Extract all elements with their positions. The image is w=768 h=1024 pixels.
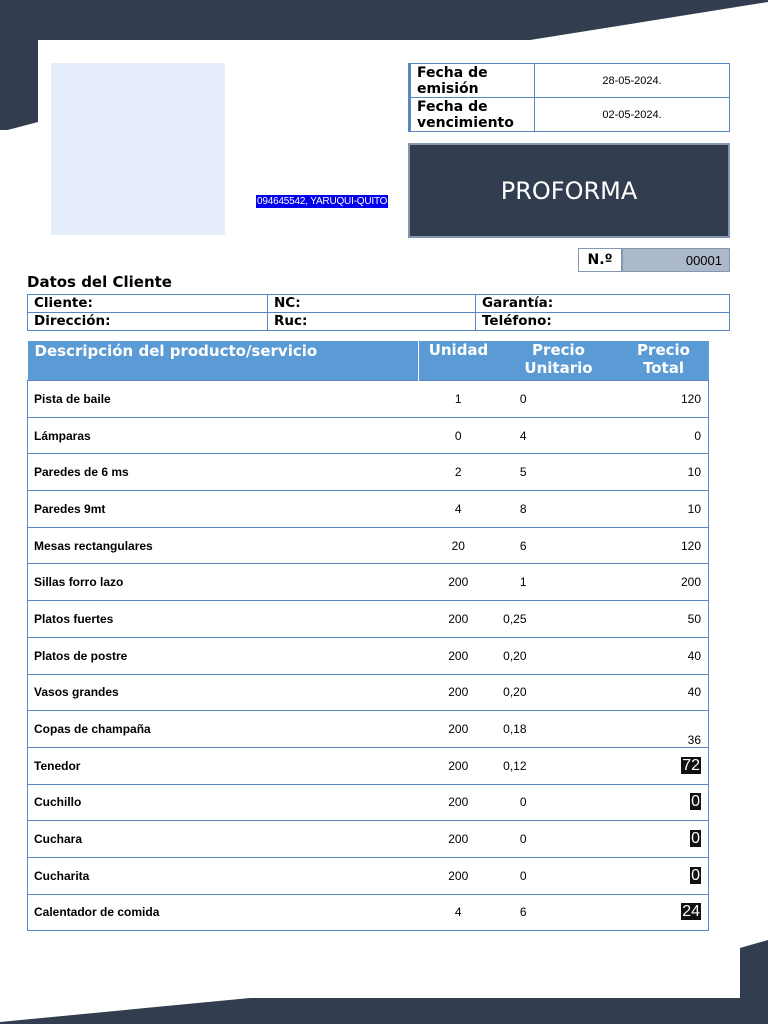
- item-unit-price: 0: [499, 821, 619, 858]
- item-unit-price: 0: [499, 381, 619, 418]
- item-unit-price: 1: [499, 564, 619, 601]
- item-total: [619, 821, 709, 858]
- item-total: 40: [619, 637, 709, 674]
- item-unit: 200: [418, 784, 499, 821]
- direccion-label: Dirección:: [28, 313, 268, 331]
- item-description: Paredes de 6 ms: [28, 454, 419, 491]
- ruc-label: Ruc:: [268, 313, 476, 331]
- item-description: Sillas forro lazo: [28, 564, 419, 601]
- table-row: [28, 821, 709, 858]
- item-description: Cuchara: [28, 821, 419, 858]
- table-row: [28, 637, 709, 674]
- col-header-unit-price: [499, 341, 619, 381]
- cliente-label: Cliente:: [28, 295, 268, 313]
- item-unit-price: 0: [499, 784, 619, 821]
- issue-date-value: 28-05-2024.: [535, 64, 730, 98]
- due-date-label: Fecha de vencimiento: [410, 98, 535, 132]
- item-total: [619, 894, 709, 931]
- item-description: Calentador de comida: [28, 894, 419, 931]
- table-row: [28, 784, 709, 821]
- number-label: N.º: [578, 248, 622, 272]
- contact-line[interactable]: 094645542, YARUQUI-QUITO: [257, 196, 388, 207]
- col-header-unit-price-2: Unitario: [524, 359, 593, 377]
- table-row: [28, 857, 709, 894]
- item-unit-price: 6: [499, 527, 619, 564]
- items-table: [27, 341, 709, 931]
- due-date-value: 02-05-2024.: [535, 98, 730, 132]
- item-unit: 4: [418, 894, 499, 931]
- document-title: PROFORMA: [408, 143, 730, 238]
- table-row: [28, 674, 709, 711]
- telefono-label: Teléfono:: [476, 313, 730, 331]
- item-unit: 200: [418, 564, 499, 601]
- client-table: [27, 294, 730, 331]
- item-unit-price: 0,25: [499, 601, 619, 638]
- logo-placeholder: [51, 63, 225, 235]
- item-total: [619, 857, 709, 894]
- table-row: [28, 381, 709, 418]
- table-row: [28, 564, 709, 601]
- nc-label: NC:: [268, 295, 476, 313]
- col-header-unit: Unidad: [418, 341, 499, 381]
- item-unit: 200: [418, 857, 499, 894]
- item-total: 10: [619, 491, 709, 528]
- item-unit: 200: [418, 674, 499, 711]
- item-total: 120: [619, 381, 709, 418]
- footer-decoration: [0, 940, 768, 1024]
- item-unit-price: 8: [499, 491, 619, 528]
- item-unit-price: 0,12: [499, 747, 619, 784]
- col-header-description: Descripción del producto/servicio: [28, 341, 419, 381]
- item-unit-price: 0: [499, 857, 619, 894]
- item-total: 0: [619, 417, 709, 454]
- item-description: Copas de champaña: [28, 711, 419, 748]
- col-header-unit-price-1: Precio: [532, 341, 585, 359]
- table-row: [28, 417, 709, 454]
- col-header-total-price-1: Precio: [637, 341, 690, 359]
- item-unit-price: 5: [499, 454, 619, 491]
- item-total: 36: [619, 711, 709, 748]
- item-description: Tenedor: [28, 747, 419, 784]
- item-unit: 2: [418, 454, 499, 491]
- item-description: Lámparas: [28, 417, 419, 454]
- item-unit: 200: [418, 601, 499, 638]
- item-description: Platos fuertes: [28, 601, 419, 638]
- item-unit-price: 0,20: [499, 637, 619, 674]
- item-unit: 200: [418, 711, 499, 748]
- item-total: 10: [619, 454, 709, 491]
- item-description: Mesas rectangulares: [28, 527, 419, 564]
- item-total: 50: [619, 601, 709, 638]
- garantia-label: Garantía:: [476, 295, 730, 313]
- item-description: Cuchillo: [28, 784, 419, 821]
- item-unit: 20: [418, 527, 499, 564]
- client-section-title: Datos del Cliente: [27, 273, 172, 291]
- item-unit: 4: [418, 491, 499, 528]
- item-unit: 0: [418, 417, 499, 454]
- table-row: [28, 894, 709, 931]
- item-total-value: 0: [691, 793, 700, 811]
- item-total-value: 0: [691, 830, 700, 848]
- col-header-total-price-2: Total: [643, 359, 684, 377]
- item-description: Pista de baile: [28, 381, 419, 418]
- table-row: [28, 711, 709, 748]
- table-row: [28, 454, 709, 491]
- item-total: 200: [619, 564, 709, 601]
- item-total-value: 0: [691, 866, 700, 884]
- item-unit-price: 6: [499, 894, 619, 931]
- item-unit-price: 0,18: [499, 711, 619, 748]
- item-total-value: 72: [682, 756, 700, 774]
- item-total: 40: [619, 674, 709, 711]
- item-total: [619, 784, 709, 821]
- item-unit: 200: [418, 821, 499, 858]
- item-description: Platos de postre: [28, 637, 419, 674]
- item-unit: 200: [418, 747, 499, 784]
- item-description: Vasos grandes: [28, 674, 419, 711]
- table-row: [28, 491, 709, 528]
- issue-date-label: Fecha de emisión: [410, 64, 535, 98]
- item-unit-price: 0,20: [499, 674, 619, 711]
- item-total: [619, 747, 709, 784]
- item-unit-price: 4: [499, 417, 619, 454]
- dates-table: [408, 63, 730, 132]
- item-total: 120: [619, 527, 709, 564]
- item-total-value: 24: [682, 903, 700, 921]
- table-row: [28, 747, 709, 784]
- item-description: Cucharita: [28, 857, 419, 894]
- table-row: [28, 601, 709, 638]
- col-header-total-price: [619, 341, 709, 381]
- item-description: Paredes 9mt: [28, 491, 419, 528]
- table-row: [28, 527, 709, 564]
- number-value: 00001: [622, 248, 730, 272]
- item-unit: 200: [418, 637, 499, 674]
- item-unit: 1: [418, 381, 499, 418]
